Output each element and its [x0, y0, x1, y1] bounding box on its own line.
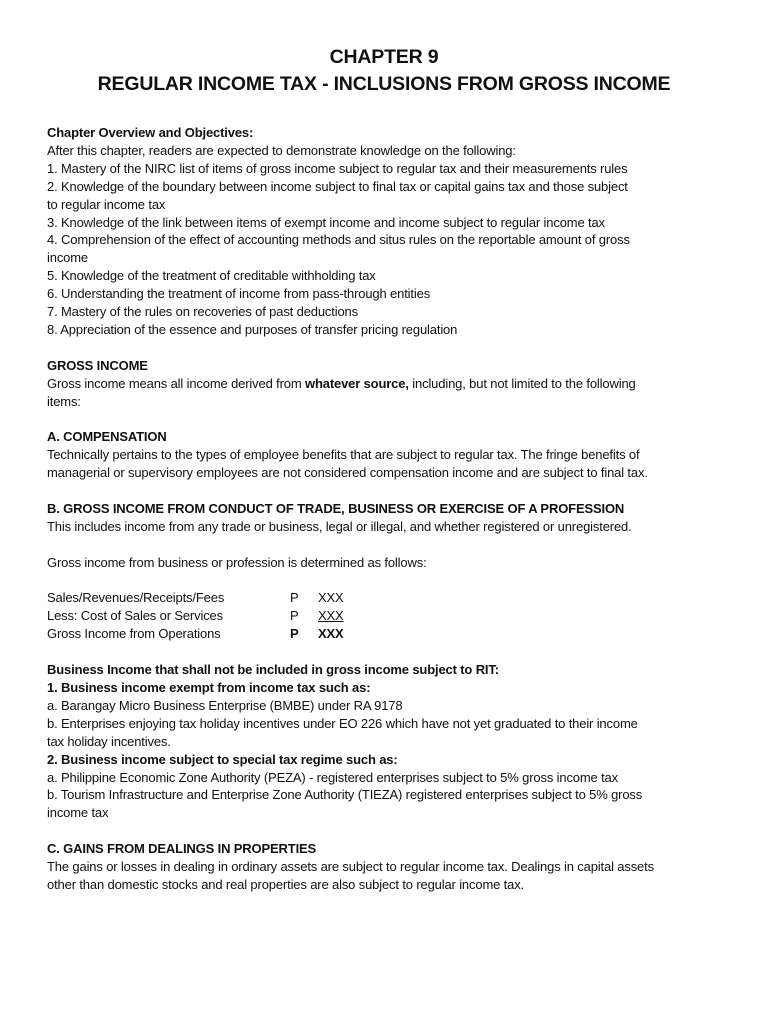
calc-label: Less: Cost of Sales or Services: [47, 608, 223, 624]
compensation-heading: A. COMPENSATION: [47, 429, 167, 445]
calc-currency: P: [290, 608, 299, 624]
overview-line: 5. Knowledge of the treatment of creditable withholding tax: [47, 268, 376, 284]
overview-line: 3. Knowledge of the link between items of exempt income and income subject to regular income tax: [47, 214, 605, 230]
overview-intro: After this chapter, readers are expected to demonstrate knowledge on the following:: [47, 142, 516, 158]
overview-heading: Chapter Overview and Objectives:: [47, 125, 254, 140]
calc-amount: XXX: [318, 626, 344, 642]
calc-row-total: [47, 625, 727, 643]
calc-row: [47, 607, 727, 625]
not-included-heading: Business Income that shall not be included in gross income subject to RIT:: [47, 662, 499, 678]
calc-row: [47, 589, 727, 607]
whatever-source-emphasis: whatever source,: [304, 375, 409, 391]
gross-income-definition: Gross income means all income derived from whatever source, including, but not limited to the following: [47, 375, 636, 391]
overview-line: 4. Comprehension of the effect of accounting methods and situs rules on the reportable amount of gross: [47, 232, 630, 248]
business-text: This includes income from any trade or business, legal or illegal, and whether registered or unregistered.: [47, 518, 632, 534]
gross-income-heading: GROSS INCOME: [47, 357, 148, 373]
overview-line: to regular income tax: [47, 196, 166, 212]
overview-line: 2. Knowledge of the boundary between income subject to final tax or capital gains tax and those subject: [47, 178, 628, 194]
exempt-subheading: 1. Business income exempt from income tax such as:: [47, 680, 371, 695]
special-regime-item: income tax: [47, 805, 109, 821]
overview-line: 1. Mastery of the NIRC list of items of gross income subject to regular tax and their measurements rules: [47, 160, 628, 176]
calc-amount: XXX: [318, 590, 344, 606]
business-heading: B. GROSS INCOME FROM CONDUCT OF TRADE, BUSINESS OR EXERCISE OF A PROFESSION: [47, 500, 625, 516]
exempt-item: tax holiday incentives.: [47, 733, 171, 749]
calc-label: Sales/Revenues/Receipts/Fees: [47, 590, 225, 606]
compensation-text: Technically pertains to the types of employee benefits that are subject to regular tax. The fringe benefits of: [47, 447, 640, 463]
overview-line: 8. Appreciation of the essence and purposes of transfer pricing regulation: [47, 321, 458, 337]
chapter-label: CHAPTER 9: [329, 46, 439, 68]
gains-text: other than domestic stocks and real properties are also subject to regular income tax.: [47, 876, 525, 892]
overview-line: 7. Mastery of the rules on recoveries of past deductions: [47, 304, 358, 320]
calc-currency: P: [290, 590, 299, 606]
special-regime-item: b. Tourism Infrastructure and Enterprise Zone Authority (TIEZA) registered enterprises subject to 5% gross: [47, 787, 643, 803]
overview-line: income: [47, 250, 89, 266]
calc-currency: P: [290, 626, 299, 642]
business-determination-text: Gross income from business or profession is determined as follows:: [47, 554, 427, 570]
gross-income-definition-cont: items:: [47, 393, 81, 409]
special-regime-subheading: 2. Business income subject to special tax regime such as:: [47, 751, 398, 767]
exempt-item: b. Enterprises enjoying tax holiday incentives under EO 226 which have not yet graduated to their income: [47, 715, 638, 731]
gains-text: The gains or losses in dealing in ordinary assets are subject to regular income tax. Dealings in capital assets: [47, 859, 654, 875]
exempt-item: a. Barangay Micro Business Enterprise (BMBE) under RA 9178: [47, 697, 403, 713]
calc-amount: XXX: [318, 608, 344, 624]
document-body: [47, 124, 727, 894]
special-regime-item: a. Philippine Economic Zone Authority (PEZA) - registered enterprises subject to 5% gross income tax: [47, 769, 618, 785]
overview-line: 6. Understanding the treatment of income from pass-through entities: [47, 286, 431, 302]
gains-heading: C. GAINS FROM DEALINGS IN PROPERTIES: [47, 841, 317, 857]
calc-label: Gross Income from Operations: [47, 626, 221, 642]
chapter-title: REGULAR INCOME TAX - INCLUSIONS FROM GROSS INCOME: [97, 73, 671, 95]
compensation-text: managerial or supervisory employees are not considered compensation income and are subject to final tax.: [47, 465, 648, 481]
